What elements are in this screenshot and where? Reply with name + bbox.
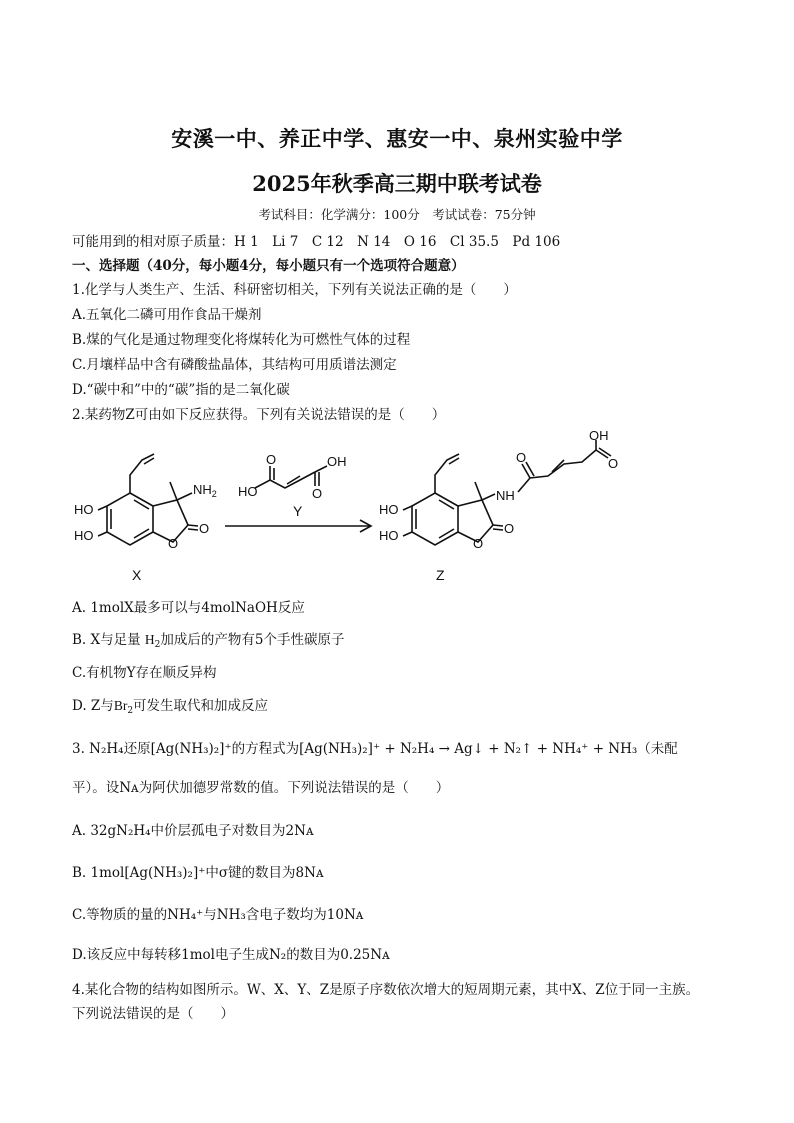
x-benzene-ring	[107, 493, 153, 545]
q2-option-b: B. X与足量 $H_2$加成后的产物有5个手性碳原子	[72, 632, 345, 650]
z-nh: NH	[496, 488, 515, 503]
z-oh: OH	[589, 430, 609, 443]
q1-stem: 1.化学与人类生产、生活、科研密切相关，下列有关说法正确的是（ ）	[72, 282, 517, 298]
q1-option-b: B.煤的气化是通过物理变化将煤转化为可燃性气体的过程	[72, 332, 411, 348]
exam-title: 2025年秋季高三期中联考试卷	[252, 171, 542, 196]
q3-option-d: D.该反应中每转移1mol电子生成N₂的数目为0.25Nᴀ	[72, 947, 390, 963]
z-ho-bottom: HO	[379, 528, 399, 543]
reaction-scheme	[70, 430, 630, 595]
x-ring-o: O	[168, 536, 179, 551]
z-carbonyl-o: O	[504, 521, 515, 536]
q3-option-c: C.等物质的量的NH₄⁺与NH₃含电子数均为10Nᴀ	[72, 907, 364, 923]
label-x: X	[132, 567, 142, 583]
q3-line2: 平）。设Nᴀ为阿伏加德罗常数的值。下列说法错误的是（ ）	[72, 780, 450, 796]
q4-line1: 4.某化合物的结构如图所示。W、X、Y、Z是原子序数依次增大的短周期元素，其中X、Z位于同一主族。	[72, 982, 700, 998]
label-y: Y	[293, 503, 303, 519]
q3-option-a: A. 32gN₂H₄中价层孤电子对数目为2Nᴀ	[72, 823, 314, 839]
section-title: 一、选择题（40分，每小题4分，每小题只有一个选项符合题意）	[72, 258, 465, 274]
exam-meta: 考试科目：化学满分：100分 考试试卷：75分钟	[258, 207, 536, 222]
q1-option-a: A.五氧化二磷可用作食品干燥剂	[72, 307, 262, 323]
x-ho-top: HO	[74, 502, 94, 517]
q4-line2: 下列说法错误的是（ ）	[72, 1006, 234, 1022]
z-ho-top: HO	[379, 502, 399, 517]
school-names: 安溪一中、养正中学、惠安一中、泉州实验中学	[171, 126, 623, 151]
q1-option-c: C.月壤样品中含有磷酸盐晶体，其结构可用质谱法测定	[72, 357, 397, 373]
q2-option-a: A. 1molX最多可以与4molNaOH反应	[72, 600, 305, 616]
z-amide-chain	[518, 450, 596, 492]
z-ring-o: O	[473, 536, 484, 551]
x-carbonyl-o: O	[199, 521, 210, 536]
q3-option-b: B. 1mol[Ag(NH₃)₂]⁺中σ键的数目为8Nᴀ	[72, 865, 324, 881]
atomic-masses: 可能用到的相对原子质量：H 1 Li 7 C 12 N 14 O 16 Cl 35.5 Pd 106	[72, 234, 561, 250]
x-nh2: $NH_2$	[193, 482, 217, 499]
x-ho-bottom: HO	[74, 528, 94, 543]
z-benzene-ring	[412, 493, 458, 545]
y-fumaric-acid	[255, 472, 315, 488]
q2-option-d: D. Z与$Br_2$可发生取代和加成反应	[72, 698, 269, 716]
y-oh: OH	[327, 454, 347, 469]
y-ho: HO	[238, 484, 258, 499]
label-z: Z	[436, 567, 445, 583]
z-amide-o: O	[516, 450, 527, 465]
q1-option-d: D.“碳中和”中的“碳”指的是二氧化碳	[72, 382, 290, 398]
q2-stem: 2.某药物Z可由如下反应获得。下列有关说法错误的是（ ）	[72, 407, 446, 423]
q2-option-c: C.有机物Y存在顺反异构	[72, 665, 217, 681]
y-o-left: O	[266, 452, 277, 467]
z-acid-o: O	[608, 456, 619, 471]
q3-line1: 3. N₂H₄还原[Ag(NH₃)₂]⁺的方程式为[Ag(NH₃)₂]⁺ + N₂H₄ → Ag↓ + N₂↑ + NH₄⁺ + NH₃（未配	[72, 741, 678, 757]
reaction-svg	[70, 430, 630, 595]
y-o-right: O	[312, 486, 323, 501]
